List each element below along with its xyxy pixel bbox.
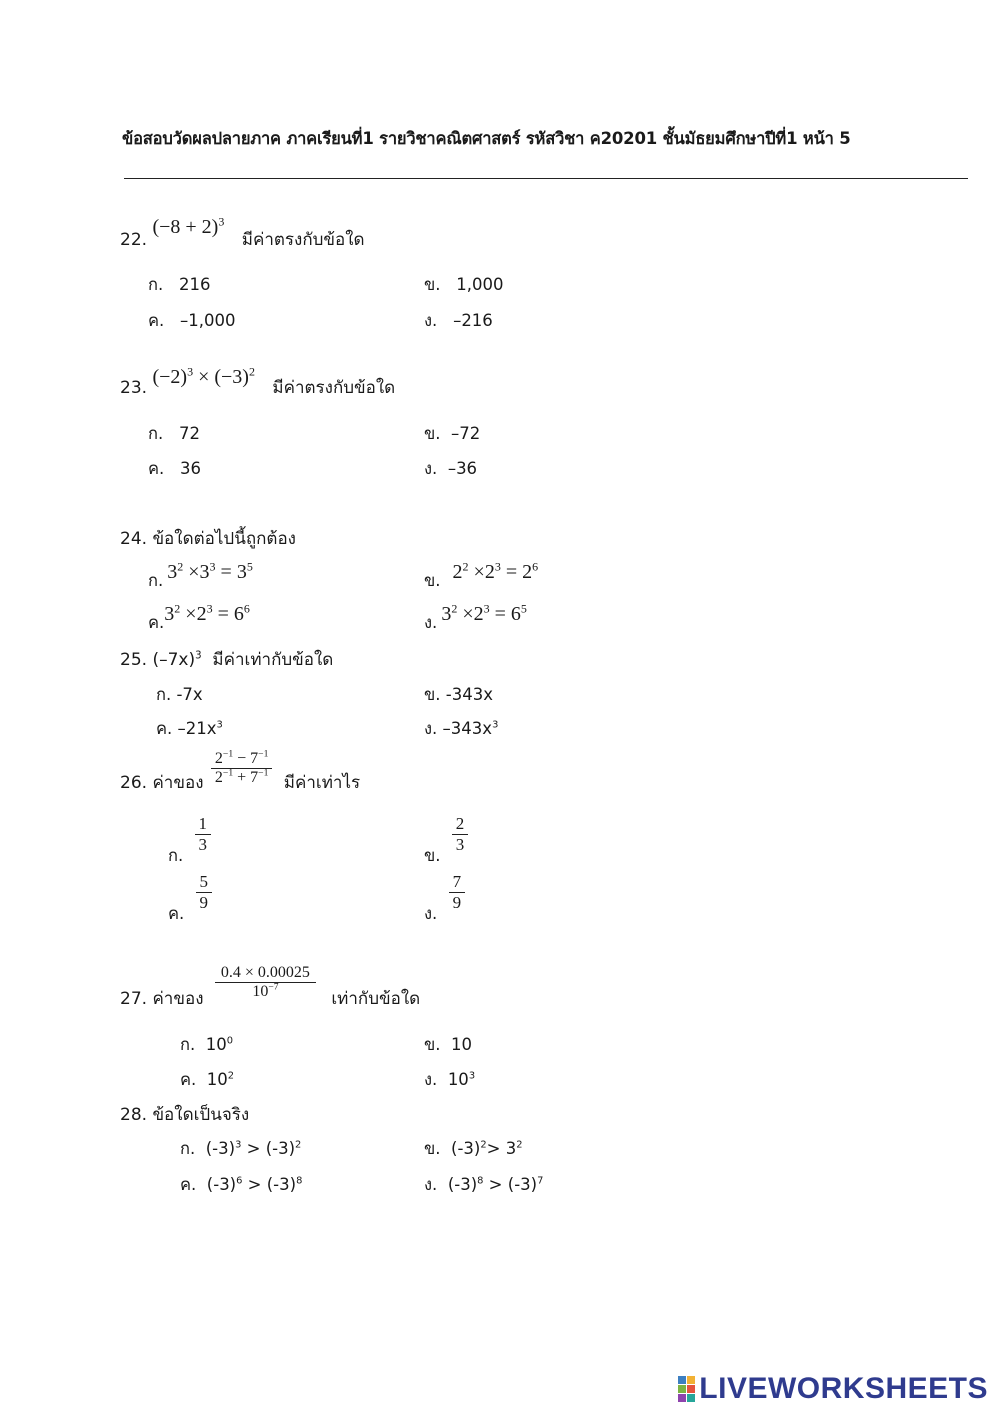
option-b[interactable]: ข. -343x — [424, 685, 493, 704]
option-c[interactable]: ค. 36 — [148, 459, 202, 478]
question-27: 27. ค่าของ $\frac{0.4 \times 0.00025}{10^{-7}}$ เท่ากับข้อใด — [120, 964, 421, 1009]
option-d[interactable]: ง. –36 — [424, 459, 478, 478]
option-b[interactable]: ข. $(-3)^2> 3^2$ — [424, 1139, 523, 1158]
option-a[interactable]: ก. 72 — [148, 424, 200, 443]
option-a[interactable]: ก. $3^2 \times 3^3 = 3^5$ — [148, 559, 253, 590]
header-divider — [124, 178, 968, 179]
option-c[interactable]: ค. $-21x^3$ — [156, 719, 223, 738]
fraction: $\frac{2}{3}$ — [452, 814, 469, 854]
question-28: 28. ข้อใดเป็นจริง — [120, 1105, 250, 1125]
option-a[interactable]: ก. $10^0$ — [180, 1035, 234, 1054]
question-number: 23. — [120, 378, 148, 398]
math-expression: $3^2 \times 2^3 = 6^5$ — [441, 601, 527, 625]
math-expression: $(-2)^3 \times (-3)^2$ — [152, 364, 255, 388]
option-c[interactable]: ค. $10^2$ — [180, 1070, 235, 1089]
option-d[interactable]: ง. $10^3$ — [424, 1070, 476, 1089]
option-c[interactable]: ค. $\frac{5}{9}$ — [168, 872, 212, 912]
question-26: 26. ค่าของ $\frac{2^{-1} - 7^{-1}}{2^{-1} + 7^{-1}}$ มีค่าเท่าไร — [120, 748, 361, 793]
option-c[interactable]: ค$.3^2 \times 2^3 = 6^6$ — [148, 601, 250, 632]
fraction: $\frac{7}{9}$ — [449, 872, 466, 912]
option-b[interactable]: ข. 1,000 — [424, 275, 504, 294]
option-b[interactable]: ข. –72 — [424, 424, 481, 443]
option-c[interactable]: ค. $(-3)^6 > (-3)^8$ — [180, 1175, 303, 1194]
option-d[interactable]: ง. –216 — [424, 311, 493, 330]
question-23 — [120, 364, 396, 401]
fraction: $\frac{2^{-1} - 7^{-1}}{2^{-1} + 7^{-1}}$ — [211, 750, 272, 788]
option-d[interactable]: ง. $3^2 \times 2^3 = 6^5$ — [424, 601, 527, 632]
math-expression: $3^2 \times 2^3 = 6^6$ — [164, 601, 250, 625]
fraction: $\frac{5}{9}$ — [196, 872, 213, 912]
page-header: ข้อสอบวัดผลปลายภาค ภาคเรียนที่1 รายวิชาคณิตศาสตร์ รหัสวิชา ค20201 ชั้นมัธยมศึกษาปีที่1 หน้า 5 — [122, 129, 851, 148]
option-d[interactable]: ง. $(-3)^8 > (-3)^7$ — [424, 1175, 544, 1194]
option-c[interactable]: ค. –1,000 — [148, 311, 236, 330]
question-text: มีค่าตรงกับข้อใด — [241, 230, 365, 250]
question-24: 24. ข้อใดต่อไปนี้ถูกต้อง — [120, 529, 296, 549]
option-a[interactable]: ก. -7x — [156, 685, 203, 704]
liveworksheets-logo: LIVEWORKSHEETS — [678, 1372, 988, 1406]
math-expression: $2^2 \times 2^3 = 2^6$ — [452, 559, 539, 583]
option-b[interactable]: ข. 10 — [424, 1035, 473, 1054]
option-a[interactable]: ก. 216 — [148, 275, 211, 294]
question-25: 25. $(-7x)^3$ มีค่าเท่ากับข้อใด — [120, 650, 334, 670]
option-a[interactable]: ก. $\frac{1}{3}$ — [168, 814, 211, 854]
logo-icon — [678, 1376, 695, 1402]
question-number: 22. — [120, 230, 148, 250]
math-expression: $(-8 + 2)^3$ — [152, 214, 225, 238]
fraction: $\frac{1}{3}$ — [195, 814, 212, 854]
option-d[interactable]: ง. $\frac{7}{9}$ — [424, 872, 465, 912]
question-text: มีค่าตรงกับข้อใด — [272, 378, 396, 398]
option-d[interactable]: ง. $-343x^3$ — [424, 719, 499, 738]
option-b[interactable]: ข. $2^2 \times 2^3 = 2^6$ — [424, 559, 539, 590]
fraction: $\frac{0.4 \times 0.00025}{10^{-7}}$ — [215, 964, 316, 1002]
option-a[interactable]: ก. $(-3)^3 > (-3)^2$ — [180, 1139, 302, 1158]
option-b[interactable]: ข. $\frac{2}{3}$ — [424, 814, 468, 854]
question-22 — [120, 214, 365, 253]
math-expression: $3^2 \times 3^3 = 3^5$ — [167, 559, 253, 583]
